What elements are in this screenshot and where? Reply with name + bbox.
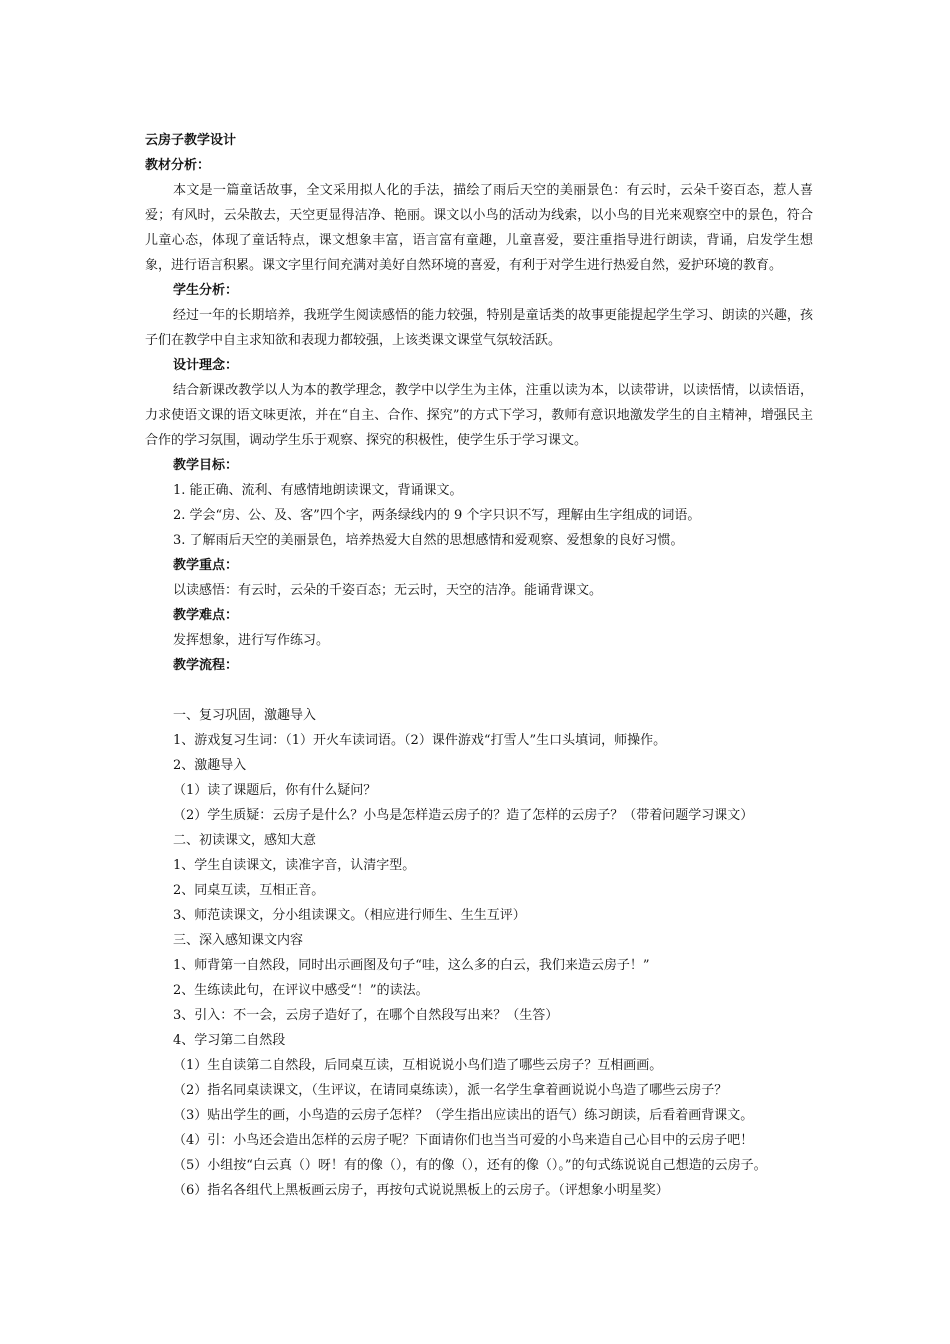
flow-item: 1、师背第一自然段，同时出示画图及句子“哇，这么多的白云，我们来造云房子！” bbox=[173, 958, 650, 973]
flow-item: （1）读了课题后，你有什么疑问？ bbox=[173, 783, 377, 798]
document-title: 云房子教学设计 bbox=[145, 133, 237, 148]
flow-item: 二、初读课文，感知大意 bbox=[173, 833, 317, 848]
teaching-goal-item: 2. 学会“房、公、及、客”四个字，两条绿线内的 9 个字只识不写，理解由生字组成的词语。 bbox=[173, 508, 701, 523]
flow-item: （2）指名同桌读课文，（生评议，在请同桌练读），派一名学生拿着画说说小鸟造了哪些云房子？ bbox=[173, 1083, 728, 1098]
student-analysis-text: 经过一年的长期培养，我班学生阅读感悟的能力较强，特别是童话类的故事更能提起学生学习、朗读的兴趣，孩子们在教学中自主求知欲和表现力都较强，上该类课文课堂气氛较活跃。 bbox=[145, 308, 813, 348]
teaching-goal-item: 3. 了解雨后天空的美丽景色，培养热爱大自然的思想感情和爱观察、爱想象的良好习惯。 bbox=[173, 533, 684, 548]
flow-item: （2）学生质疑：云房子是什么？小鸟是怎样造云房子的？造了怎样的云房子？（带着问题学习课文） bbox=[173, 808, 754, 823]
flow-item: 1、学生自读课文，读准字音，认清字型。 bbox=[173, 858, 416, 873]
section-heading-teaching-difficulty: 教学难点： bbox=[173, 608, 239, 623]
section-heading-material-analysis: 教材分析： bbox=[145, 158, 211, 173]
section-heading-teaching-process: 教学流程： bbox=[173, 658, 239, 673]
flow-item: （3）贴出学生的画，小鸟造的云房子怎样？（学生指出应读出的语气）练习朗读，后看着画背课文。 bbox=[173, 1108, 754, 1123]
blank-line bbox=[145, 678, 813, 703]
material-analysis-text: 本文是一篇童话故事，全文采用拟人化的手法，描绘了雨后天空的美丽景色：有云时，云朵千姿百态，惹人喜爱；有风时，云朵散去，天空更显得洁净、艳丽。课文以小鸟的活动为线索，以小鸟的目光来观察空中的景色，符合儿童心态，体现了童话特点，课文想象丰富，语言富有童趣，儿童喜爱，要注重指导进行朗读，背诵，启发学生想象，进行语言积累。课文字里行间充满对美好自然环境的喜爱，有利于对学生进行热爱自然，爱护环境的教育。 bbox=[145, 183, 813, 273]
flow-item: （6）指名各组代上黑板画云房子，再按句式说说黑板上的云房子。（评想象小明星奖） bbox=[173, 1183, 669, 1198]
document-page bbox=[145, 128, 813, 1203]
flow-item: 一、复习巩固，激趣导入 bbox=[173, 708, 317, 723]
teaching-goal-item: 1. 能正确、流利、有感情地朗读课文，背诵课文。 bbox=[173, 483, 463, 498]
teaching-difficulty-text: 发挥想象，进行写作练习。 bbox=[173, 633, 330, 648]
section-heading-teaching-focus: 教学重点： bbox=[173, 558, 239, 573]
flow-item: 2、激趣导入 bbox=[173, 758, 247, 773]
design-concept-text: 结合新课改教学以人为本的教学理念，教学中以学生为主体，注重以读为本，以读带讲，以读悟情，以读悟语，力求使语文课的语文味更浓，并在“自主、合作、探究”的方式下学习，教师有意识地激发学生的自主精神，增强民主合作的学习氛围，调动学生乐于观察、探究的积极性，使学生乐于学习课文。 bbox=[145, 383, 813, 448]
flow-item: （1）生自读第二自然段，后同桌互读，互相说说小鸟们造了哪些云房子？互相画画。 bbox=[173, 1058, 663, 1073]
flow-item: 3、师范读课文，分小组读课文。（相应进行师生、生生互评） bbox=[173, 908, 526, 923]
flow-item: 1、游戏复习生词：（1）开火车读词语。（2）课件游戏“打雪人”生口头填词，师操作。 bbox=[173, 733, 667, 748]
flow-item: 三、深入感知课文内容 bbox=[173, 933, 304, 948]
section-heading-student-analysis: 学生分析： bbox=[173, 283, 239, 298]
flow-item: 4、学习第二自然段 bbox=[173, 1033, 286, 1048]
flow-item: （5）小组按“白云真（）呀！有的像（），有的像（），还有的像（）。”的句式练说说自己想造的云房子。 bbox=[173, 1158, 767, 1173]
flow-item: 3、引入：不一会，云房子造好了，在哪个自然段写出来？（生答） bbox=[173, 1008, 559, 1023]
section-heading-teaching-goals: 教学目标： bbox=[173, 458, 239, 473]
section-heading-design-concept: 设计理念： bbox=[173, 358, 239, 373]
flow-item: （4）引：小鸟还会造出怎样的云房子呢？下面请你们也当当可爱的小鸟来造自己心目中的云房子吧！ bbox=[173, 1133, 754, 1148]
teaching-focus-text: 以读感悟：有云时，云朵的千姿百态；无云时，天空的洁净。能诵背课文。 bbox=[173, 583, 603, 598]
flow-item: 2、生练读此句，在评议中感受“！”的读法。 bbox=[173, 983, 429, 998]
flow-item: 2、同桌互读，互相正音。 bbox=[173, 883, 325, 898]
